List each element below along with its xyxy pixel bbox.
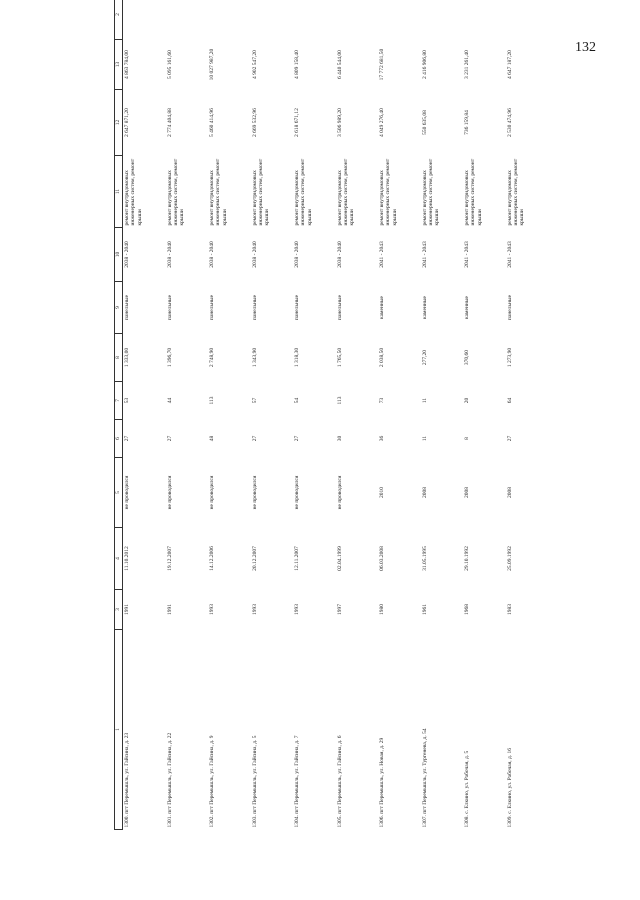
material-cell: панельные [294, 294, 300, 321]
col-header: 11 [115, 156, 123, 228]
material-cell: панельные [209, 294, 215, 321]
year-cell: 1993 [294, 604, 300, 615]
last-repair-cell: 2008 [464, 487, 470, 498]
address-cell [506, 630, 549, 830]
rotated-register-table [114, 13, 534, 830]
last-repair-cell: 2008 [421, 487, 428, 498]
work-cell: ремонт внутридомовых инженерных систем, ремонт крыши [336, 158, 356, 226]
row-number: 1300. [124, 815, 130, 828]
year-cell: 1993 [209, 604, 215, 615]
cost-cell: 4 049 276,40 [379, 108, 385, 137]
work-cell: ремонт внутридомовых инженерных систем, ремонт крыши [251, 158, 271, 226]
work-cell: ремонт внутридомовых инженерных систем, ремонт крыши [464, 158, 483, 226]
table-row [463, 0, 506, 830]
table-row [378, 0, 421, 830]
table-row [336, 0, 379, 830]
row-number: 1304. [294, 815, 300, 828]
table-row [506, 0, 549, 830]
work-cell: ремонт внутридомовых инженерных систем, ремонт крыши [421, 158, 441, 226]
date-cell: 19.12.2007 [166, 546, 173, 571]
work-cell: ремонт внутридомовых инженерных систем, ремонт крыши [124, 158, 143, 226]
col-header: 9 [115, 282, 123, 334]
col-header: 7 [115, 382, 123, 420]
apartments-cell: 113 [336, 396, 343, 405]
register-table [114, 0, 548, 830]
last-repair-cell: не проводился [294, 475, 300, 510]
period-cell: 2038 - 2040 [294, 241, 300, 268]
area-cell: 1 765,50 [336, 347, 343, 368]
date-cell: 02.04.1999 [336, 546, 343, 571]
material-cell: панельные [336, 294, 343, 321]
col-header: 4 [115, 528, 123, 590]
area-cell: 1 396,70 [166, 347, 173, 368]
cost-cell: 736 159,84 [464, 110, 470, 135]
address-cell [251, 630, 294, 830]
date-cell: 20.12.2007 [251, 546, 258, 571]
address: пгт Перемышль, ул. Гайсина, д. 6 [336, 735, 343, 814]
apartments-cell: 57 [251, 397, 258, 404]
address-cell [421, 630, 464, 830]
work-cell: ремонт внутридомовых инженерных систем, ремонт крыши [379, 158, 398, 226]
period-cell: 2041 - 2043 [506, 241, 513, 268]
total-cell: 6 440 544,00 [336, 50, 343, 79]
last-repair-cell: не проводился [251, 475, 258, 510]
floors-cell: 8 [464, 437, 470, 440]
last-repair-cell: не проводился [166, 475, 173, 510]
address: с. Елкино, ул. Рабочая, д. 16 [506, 747, 513, 814]
row-number: 1301. [166, 815, 173, 828]
apartments-cell: 54 [294, 397, 300, 404]
total-cell: 5 095 161,60 [166, 50, 173, 79]
floors-cell: 11 [421, 435, 428, 442]
material-cell: панельные [166, 294, 173, 321]
cost-cell: 3 506 989,20 [336, 108, 343, 137]
address: пгт Перемышль, ул. Гайсина, д. 23 [124, 732, 130, 814]
apartments-cell: 20 [464, 397, 470, 404]
total-cell: 2 416 906,80 [421, 50, 428, 79]
area-cell: 1 273,90 [506, 347, 513, 368]
table-row [123, 0, 166, 830]
material-cell: каменные [421, 296, 428, 319]
col-header: 2 [115, 0, 123, 40]
row-number: 1306. [379, 815, 385, 828]
date-cell: 14.12.2006 [209, 546, 215, 571]
material-cell: панельные [124, 294, 130, 321]
apartments-cell: 44 [166, 397, 173, 404]
area-cell: 1 333,00 [124, 347, 130, 368]
apartments-cell: 11 [421, 397, 428, 404]
work-cell: ремонт внутридомовых инженерных систем, ремонт крыши [294, 158, 313, 226]
area-cell: 277,20 [421, 349, 428, 366]
row-number: 1303. [251, 815, 258, 828]
address-cell [378, 630, 421, 830]
address-cell [293, 630, 336, 830]
year-cell: 1968 [464, 604, 470, 615]
date-cell: 12.11.2007 [294, 546, 300, 571]
apartments-cell: 53 [124, 397, 130, 404]
table-row [421, 0, 464, 830]
total-cell: 10 027 987,20 [209, 48, 215, 81]
floors-cell: 27 [506, 435, 513, 442]
period-cell: 2038 - 2040 [251, 241, 258, 268]
cost-cell: 5 460 414,96 [209, 108, 215, 137]
row-number: 1309. [506, 815, 513, 828]
year-cell: 1993 [251, 604, 258, 615]
col-header: 6 [115, 420, 123, 458]
material-cell: панельные [506, 294, 513, 321]
total-cell: 4 809 158,40 [294, 50, 300, 79]
floors-cell: 27 [294, 435, 300, 442]
work-cell: ремонт внутридомовых инженерных систем, ремонт крыши [209, 158, 228, 226]
date-cell: 11.10.2012 [124, 546, 130, 571]
last-repair-cell: не проводился [124, 475, 130, 510]
address: пгт Перемышль, ул. Тургенева, д. 54 [421, 728, 428, 814]
address-cell [208, 630, 251, 830]
floors-cell: 36 [379, 435, 385, 442]
column-number-row [115, 0, 123, 830]
work-cell: ремонт внутридомовых инженерных систем, ремонт крыши [506, 158, 526, 226]
period-cell: 2038 - 2040 [166, 241, 173, 268]
col-header: 3 [115, 590, 123, 630]
year-cell: 1997 [336, 604, 343, 615]
last-repair-cell: не проводился [336, 475, 343, 510]
floors-cell: 30 [336, 435, 343, 442]
material-cell: панельные [251, 294, 258, 321]
total-cell: 3 231 261,40 [464, 50, 470, 79]
table-row [166, 0, 209, 830]
period-cell: 2041 - 2043 [464, 241, 470, 268]
year-cell: 1983 [506, 604, 513, 615]
floors-cell: 27 [124, 435, 130, 442]
total-cell: 4 647 187,20 [506, 50, 513, 79]
address-cell [336, 630, 379, 830]
period-cell: 2041 - 2043 [379, 241, 385, 268]
address-cell [463, 630, 506, 830]
address-cell [123, 630, 166, 830]
col-header: 5 [115, 458, 123, 528]
col-header: 10 [115, 228, 123, 282]
cost-cell: 550 635,08 [421, 110, 428, 135]
row-number: 1307. [421, 815, 428, 828]
date-cell: 31.05.1995 [421, 546, 428, 571]
area-cell: 1 318,30 [294, 347, 300, 368]
address: пгт Перемышль, ул. Гайсина, д. 5 [251, 735, 258, 814]
date-cell: 25.09.1992 [506, 546, 513, 571]
year-cell: 1991 [166, 604, 173, 615]
area-cell: 370,60 [464, 349, 470, 366]
table-row [251, 0, 294, 830]
row-number: 1302. [209, 815, 215, 828]
total-cell: 4 863 784,00 [124, 50, 130, 79]
address: пгт Перемышль, ул. Гайсина, д. 7 [294, 735, 300, 814]
material-cell: каменные [379, 296, 385, 319]
table-row [293, 0, 336, 830]
floors-cell: 27 [251, 435, 258, 442]
year-cell: 1991 [124, 604, 130, 615]
area-cell: 1 343,90 [251, 347, 258, 368]
last-repair-cell: 2010 [379, 487, 385, 498]
cost-cell: 2 530 474,96 [506, 108, 513, 137]
col-header: 12 [115, 90, 123, 156]
address-cell [166, 630, 209, 830]
cost-cell: 2 647 871,20 [124, 108, 130, 137]
cost-cell: 2 669 532,96 [251, 108, 258, 137]
address: пгт Перемышль, ул. Гайсина, д. 9 [209, 735, 215, 814]
apartments-cell: 73 [379, 397, 385, 404]
total-cell: 17 772 681,50 [379, 48, 385, 81]
address: пгт Перемышль, ул. Новая, д. 29 [379, 737, 385, 814]
area-cell: 2 038,50 [379, 347, 385, 368]
year-cell: 1980 [379, 604, 385, 615]
material-cell: каменные [464, 296, 470, 319]
col-header: 13 [115, 40, 123, 90]
apartments-cell: 113 [209, 396, 215, 405]
address: пгт Перемышль, ул. Гайсина, д. 22 [166, 732, 173, 814]
floors-cell: 27 [166, 435, 173, 442]
page-number: 132 [575, 40, 596, 55]
floors-cell: 48 [209, 435, 215, 442]
period-cell: 2038 - 2040 [336, 241, 343, 268]
area-cell: 2 748,90 [209, 347, 215, 368]
period-cell: 2038 - 2040 [124, 241, 130, 268]
table-row [208, 0, 251, 830]
col-header: 8 [115, 334, 123, 382]
period-cell: 2038 - 2040 [209, 241, 215, 268]
total-cell: 4 902 547,20 [251, 50, 258, 79]
apartments-cell: 64 [506, 397, 513, 404]
last-repair-cell: не проводился [209, 475, 215, 510]
row-number: 1305. [336, 815, 343, 828]
period-cell: 2041 - 2043 [421, 241, 428, 268]
cost-cell: 2 774 404,88 [166, 108, 173, 137]
date-cell: 06.03.2008 [379, 546, 385, 571]
last-repair-cell: 2008 [506, 487, 513, 498]
work-cell: ремонт внутридомовых инженерных систем, ремонт крыши [166, 158, 186, 226]
col-header: 1 [115, 630, 123, 830]
cost-cell: 2 618 671,12 [294, 108, 300, 137]
address: с. Елкино, ул. Рабочая, д. 5 [464, 750, 470, 814]
year-cell: 1961 [421, 604, 428, 615]
date-cell: 29.10.1992 [464, 546, 470, 571]
row-number: 1308. [464, 815, 470, 828]
